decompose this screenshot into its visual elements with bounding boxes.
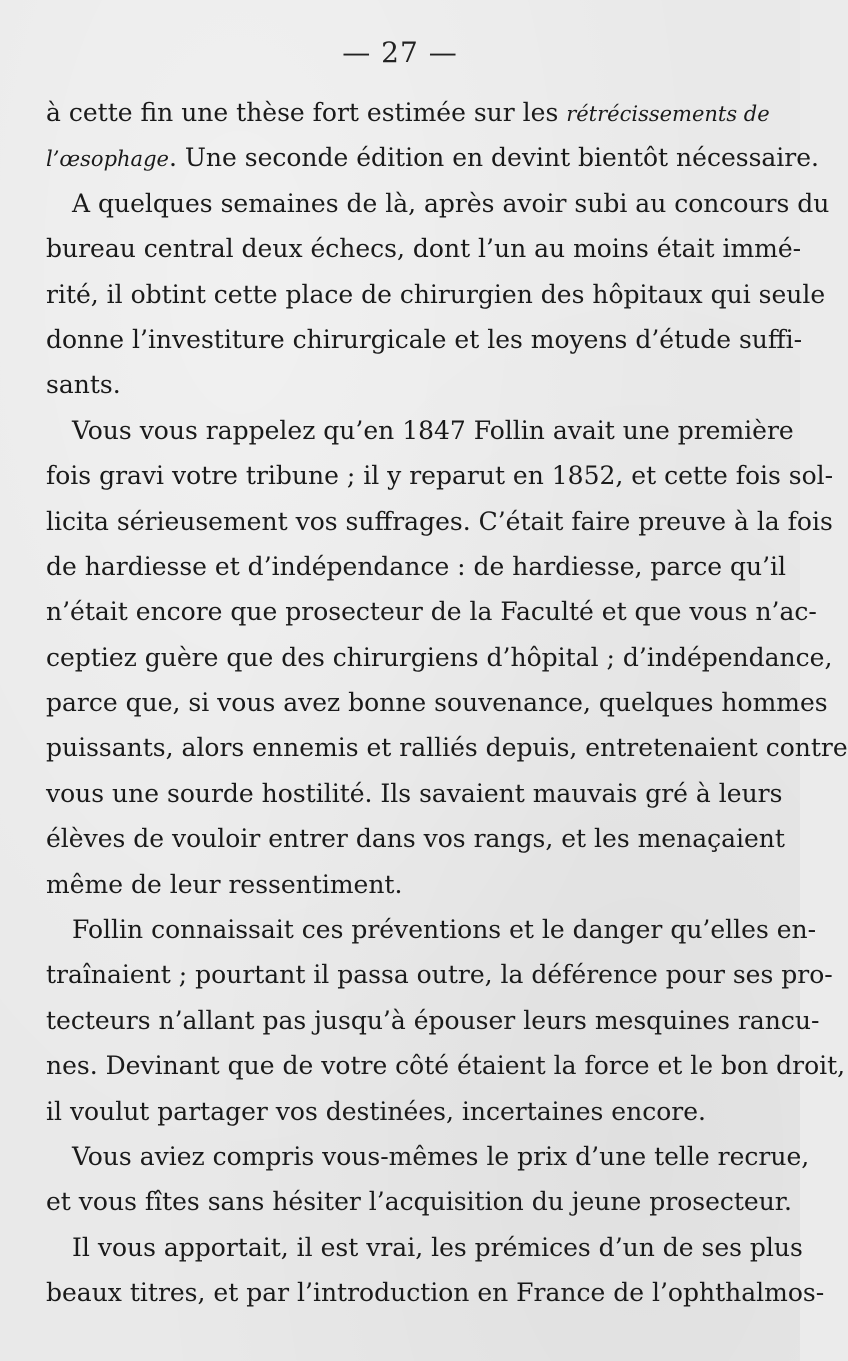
text-line: n’était encore que prosecteur de la Faculté et que vous n’ac-: [46, 597, 817, 627]
text-line: tecteurs n’allant pas jusqu’à épouser leurs mesquines rancu-: [46, 1005, 820, 1035]
text-line: Follin connaissait ces préventions et le danger qu’elles en-: [72, 915, 817, 945]
italic-term: l’œsophage: [46, 147, 169, 172]
text-line: puissants, alors ennemis et ralliés depuis, entretenaient contre: [46, 733, 848, 763]
text-line: il voulut partager vos destinées, incertaines encore.: [46, 1096, 706, 1126]
text-line: bureau central deux échecs, dont l’un au moins était immé-: [46, 234, 802, 264]
text-line: et vous fîtes sans hésiter l’acquisition du jeune prosecteur.: [46, 1187, 792, 1217]
text-line: [46, 135, 819, 180]
text-line: Vous vous rappelez qu’en 1847 Follin avait une première: [72, 415, 794, 445]
text-segment: . Une seconde édition en devint bientôt nécessaire.: [168, 143, 819, 173]
text-line: nes. Devinant que de votre côté étaient la force et le bon droit,: [46, 1051, 846, 1081]
text-line: [46, 90, 770, 135]
text-line: traînaient ; pourtant il passa outre, la déférence pour ses pro-: [46, 960, 833, 990]
italic-term: rétrécissements de: [566, 102, 770, 126]
text-line: sants.: [46, 370, 121, 400]
text-line: A quelques semaines de là, après avoir subi au concours du: [72, 188, 830, 218]
text-line: Il vous apportait, il est vrai, les prémices d’un de ses plus: [72, 1232, 803, 1262]
text-line: vous une sourde hostilité. Ils savaient mauvais gré à leurs: [46, 778, 783, 808]
text-line: parce que, si vous avez bonne souvenance, quelques hommes: [46, 688, 828, 718]
text-line: Vous aviez compris vous-mêmes le prix d’une telle recrue,: [72, 1141, 810, 1171]
text-line: fois gravi votre tribune ; il y reparut en 1852, et cette fois sol-: [46, 461, 834, 491]
text-line: de hardiesse et d’indépendance : de hardiesse, parce qu’il: [46, 551, 787, 581]
body-text: [46, 90, 848, 1316]
text-line: élèves de vouloir entrer dans vos rangs, et les menaçaient: [46, 824, 785, 854]
page-number: — 27 —: [342, 36, 458, 69]
text-line: beaux titres, et par l’introduction en France de l’ophthalmos-: [46, 1278, 825, 1308]
text-line: donne l’investiture chirurgicale et les moyens d’étude suffi-: [46, 324, 803, 354]
text-line: licita sérieusement vos suffrages. C’était faire preuve à la fois: [46, 506, 833, 536]
text-line: ceptiez guère que des chirurgiens d’hôpital ; d’indépendance,: [46, 642, 833, 672]
text-line: même de leur ressentiment.: [46, 869, 403, 899]
text-segment: à cette fin une thèse fort estimée sur les: [46, 98, 567, 127]
text-line: rité, il obtint cette place de chirurgien des hôpitaux qui seule: [46, 279, 826, 309]
